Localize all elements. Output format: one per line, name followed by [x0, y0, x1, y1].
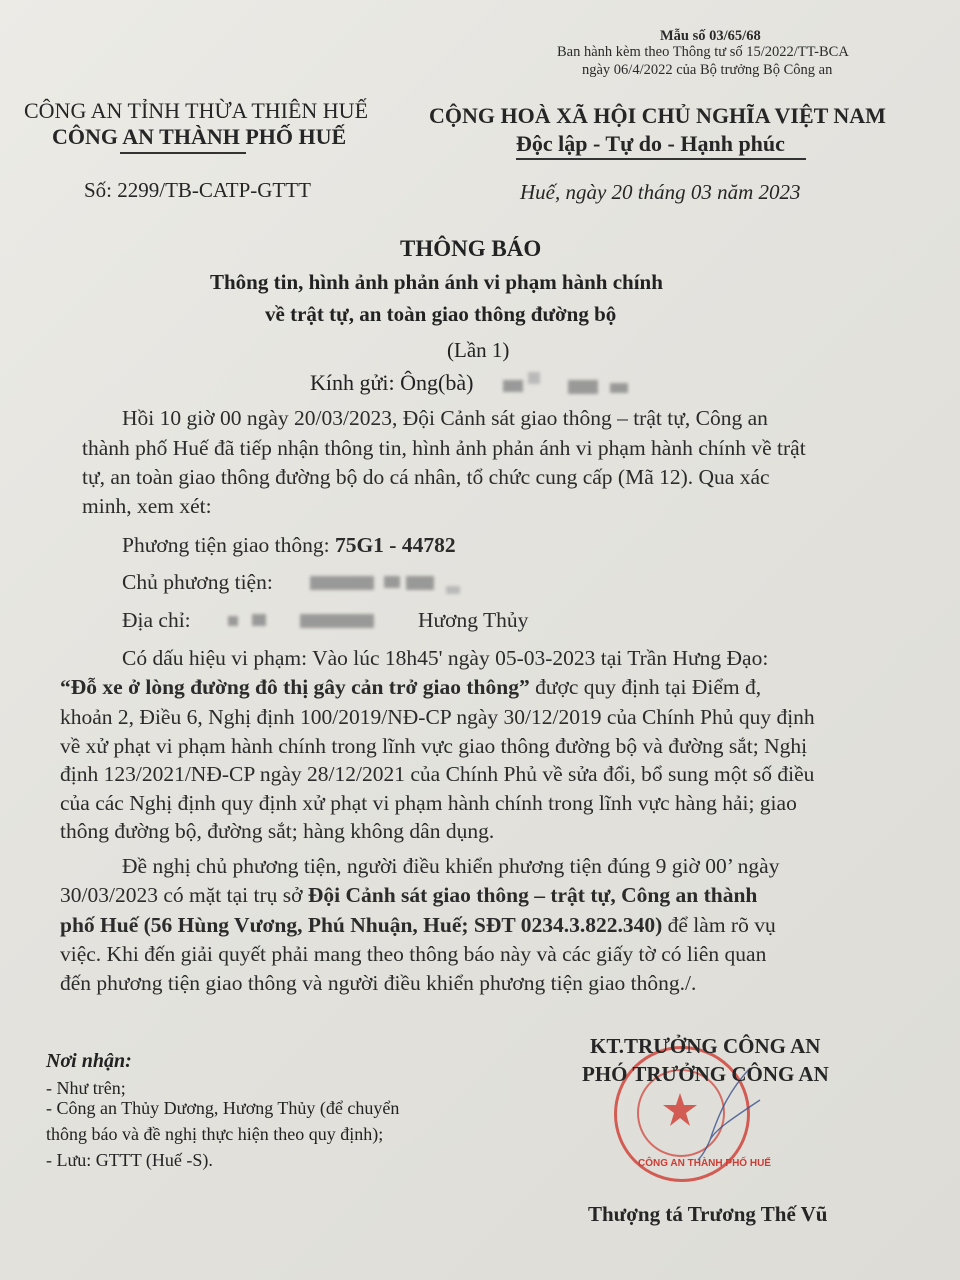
- violation-line: khoản 2, Điều 6, Nghị định 100/2019/NĐ-CP ngày 30/12/2019 của Chính Phủ quy định: [60, 705, 815, 729]
- nation-underline: [516, 158, 806, 160]
- document-number: Số: 2299/TB-CATP-GTTT: [84, 178, 311, 202]
- request-line: đến phương tiện giao thông và người điều khiển phương tiện giao thông./.: [60, 971, 697, 995]
- vehicle-label-text: Phương tiện giao thông:: [122, 533, 330, 557]
- request-office-address: phố Huế (56 Hùng Vương, Phú Nhuận, Huế; SĐT 0234.3.822.340): [60, 913, 663, 937]
- redacted-name: [610, 383, 628, 393]
- para1-line: Hồi 10 giờ 00 ngày 20/03/2023, Đội Cảnh sát giao thông – trật tự, Công an: [122, 406, 768, 430]
- redacted-address: [228, 616, 238, 626]
- violation-line: của các Nghị định quy định xử phạt vi phạm hành chính trong lĩnh vực hàng hải; giao: [60, 791, 797, 815]
- violation-line: định 123/2021/NĐ-CP ngày 28/12/2021 của Chính Phủ về sửa đổi, bổ sung một số điều: [60, 762, 815, 786]
- request-text: để làm rõ vụ: [662, 913, 776, 937]
- form-issued-with: Ban hành kèm theo Thông tư số 15/2022/TT-BCA: [557, 44, 849, 60]
- form-number: Mẫu số 03/65/68: [660, 28, 761, 44]
- redacted-owner: [310, 576, 374, 590]
- redacted-owner: [384, 576, 400, 588]
- signer-name: Thượng tá Trương Thế Vũ: [588, 1202, 828, 1226]
- violation-after-offense: được quy định tại Điểm đ,: [529, 675, 762, 699]
- recipient-item: - Lưu: GTTT (Huế -S).: [46, 1150, 213, 1170]
- request-line: [60, 883, 757, 908]
- attempt-number: (Lần 1): [447, 338, 510, 362]
- address-visible: Hương Thủy: [418, 608, 529, 632]
- signature-title-2: PHÓ TRƯỞNG CÔNG AN: [582, 1062, 829, 1086]
- seal-text: CÔNG AN THÀNH PHỐ HUẾ: [638, 1158, 771, 1169]
- recipient-item: - Như trên;: [46, 1078, 126, 1098]
- redacted-address: [300, 614, 374, 628]
- violation-offense-line: [60, 675, 761, 700]
- violation-line: về xử phạt vi phạm hành chính trong lĩnh vực giao thông đường bộ và đường sắt; Nghị: [60, 734, 808, 758]
- recipient-item: - Công an Thủy Dương, Hương Thủy (để chuyển: [46, 1098, 400, 1118]
- address-label: Địa chỉ:: [122, 608, 191, 632]
- redacted-address: [252, 614, 266, 626]
- place-date: Huế, ngày 20 tháng 03 năm 2023: [520, 180, 801, 204]
- para1-line: tự, an toàn giao thông đường bộ do cá nhân, tổ chức cung cấp (Mã 12). Qua xác: [82, 465, 770, 489]
- redacted-name: [568, 380, 598, 394]
- violation-offense: “Đỗ xe ở lòng đường đô thị gây cản trở giao thông”: [60, 675, 530, 699]
- request-text: 30/03/2023 có mặt tại trụ sở: [60, 883, 308, 907]
- violation-intro: Có dấu hiệu vi phạm: Vào lúc 18h45' ngày 05-03-2023 tại Trần Hưng Đạo:: [122, 646, 769, 670]
- request-line: [60, 913, 776, 938]
- request-line: việc. Khi đến giải quyết phải mang theo thông báo này và các giấy tờ có liên quan: [60, 942, 767, 966]
- request-line: Đề nghị chủ phương tiện, người điều khiển phương tiện đúng 9 giờ 00’ ngày: [122, 854, 780, 878]
- request-office: Đội Cảnh sát giao thông – trật tự, Công an thành: [307, 883, 758, 907]
- form-issued-date: ngày 06/4/2022 của Bộ trưởng Bộ Công an: [582, 62, 833, 78]
- issuer-underline: [120, 152, 246, 154]
- nation-motto: Độc lập - Tự do - Hạnh phúc: [516, 131, 785, 156]
- vehicle-label: [122, 533, 456, 558]
- issuer-line1: CÔNG AN TỈNH THỪA THIÊN HUẾ: [24, 98, 369, 123]
- nation-line1: CỘNG HOÀ XÃ HỘI CHỦ NGHĨA VIỆT NAM: [429, 103, 886, 128]
- redacted-owner: [406, 576, 434, 590]
- recipient-item: thông báo và đề nghị thực hiện theo quy định);: [46, 1124, 384, 1144]
- vehicle-plate: 75G1 - 44782: [334, 533, 456, 557]
- doc-title: THÔNG BÁO: [400, 236, 542, 261]
- signature-title-1: KT.TRƯỞNG CÔNG AN: [590, 1034, 821, 1058]
- recipients-heading: Nơi nhận:: [46, 1050, 132, 1072]
- para1-line: minh, xem xét:: [82, 494, 212, 518]
- issuer-line2: CÔNG AN THÀNH PHỐ HUẾ: [52, 124, 347, 149]
- doc-subtitle-1: Thông tin, hình ảnh phản ánh vi phạm hành chính: [210, 270, 663, 294]
- para1-line: thành phố Huế đã tiếp nhận thông tin, hình ảnh phản ánh vi phạm hành chính về trật: [82, 436, 806, 460]
- doc-subtitle-2: về trật tự, an toàn giao thông đường bộ: [265, 302, 617, 326]
- redacted-name: [503, 380, 523, 392]
- redacted-owner: [446, 586, 460, 594]
- owner-label: Chủ phương tiện:: [122, 570, 273, 594]
- recipient-label: Kính gửi: Ông(bà): [310, 370, 474, 395]
- violation-line: thông đường bộ, đường sắt; hàng không dân dụng.: [60, 819, 495, 843]
- redacted-name: [528, 372, 540, 384]
